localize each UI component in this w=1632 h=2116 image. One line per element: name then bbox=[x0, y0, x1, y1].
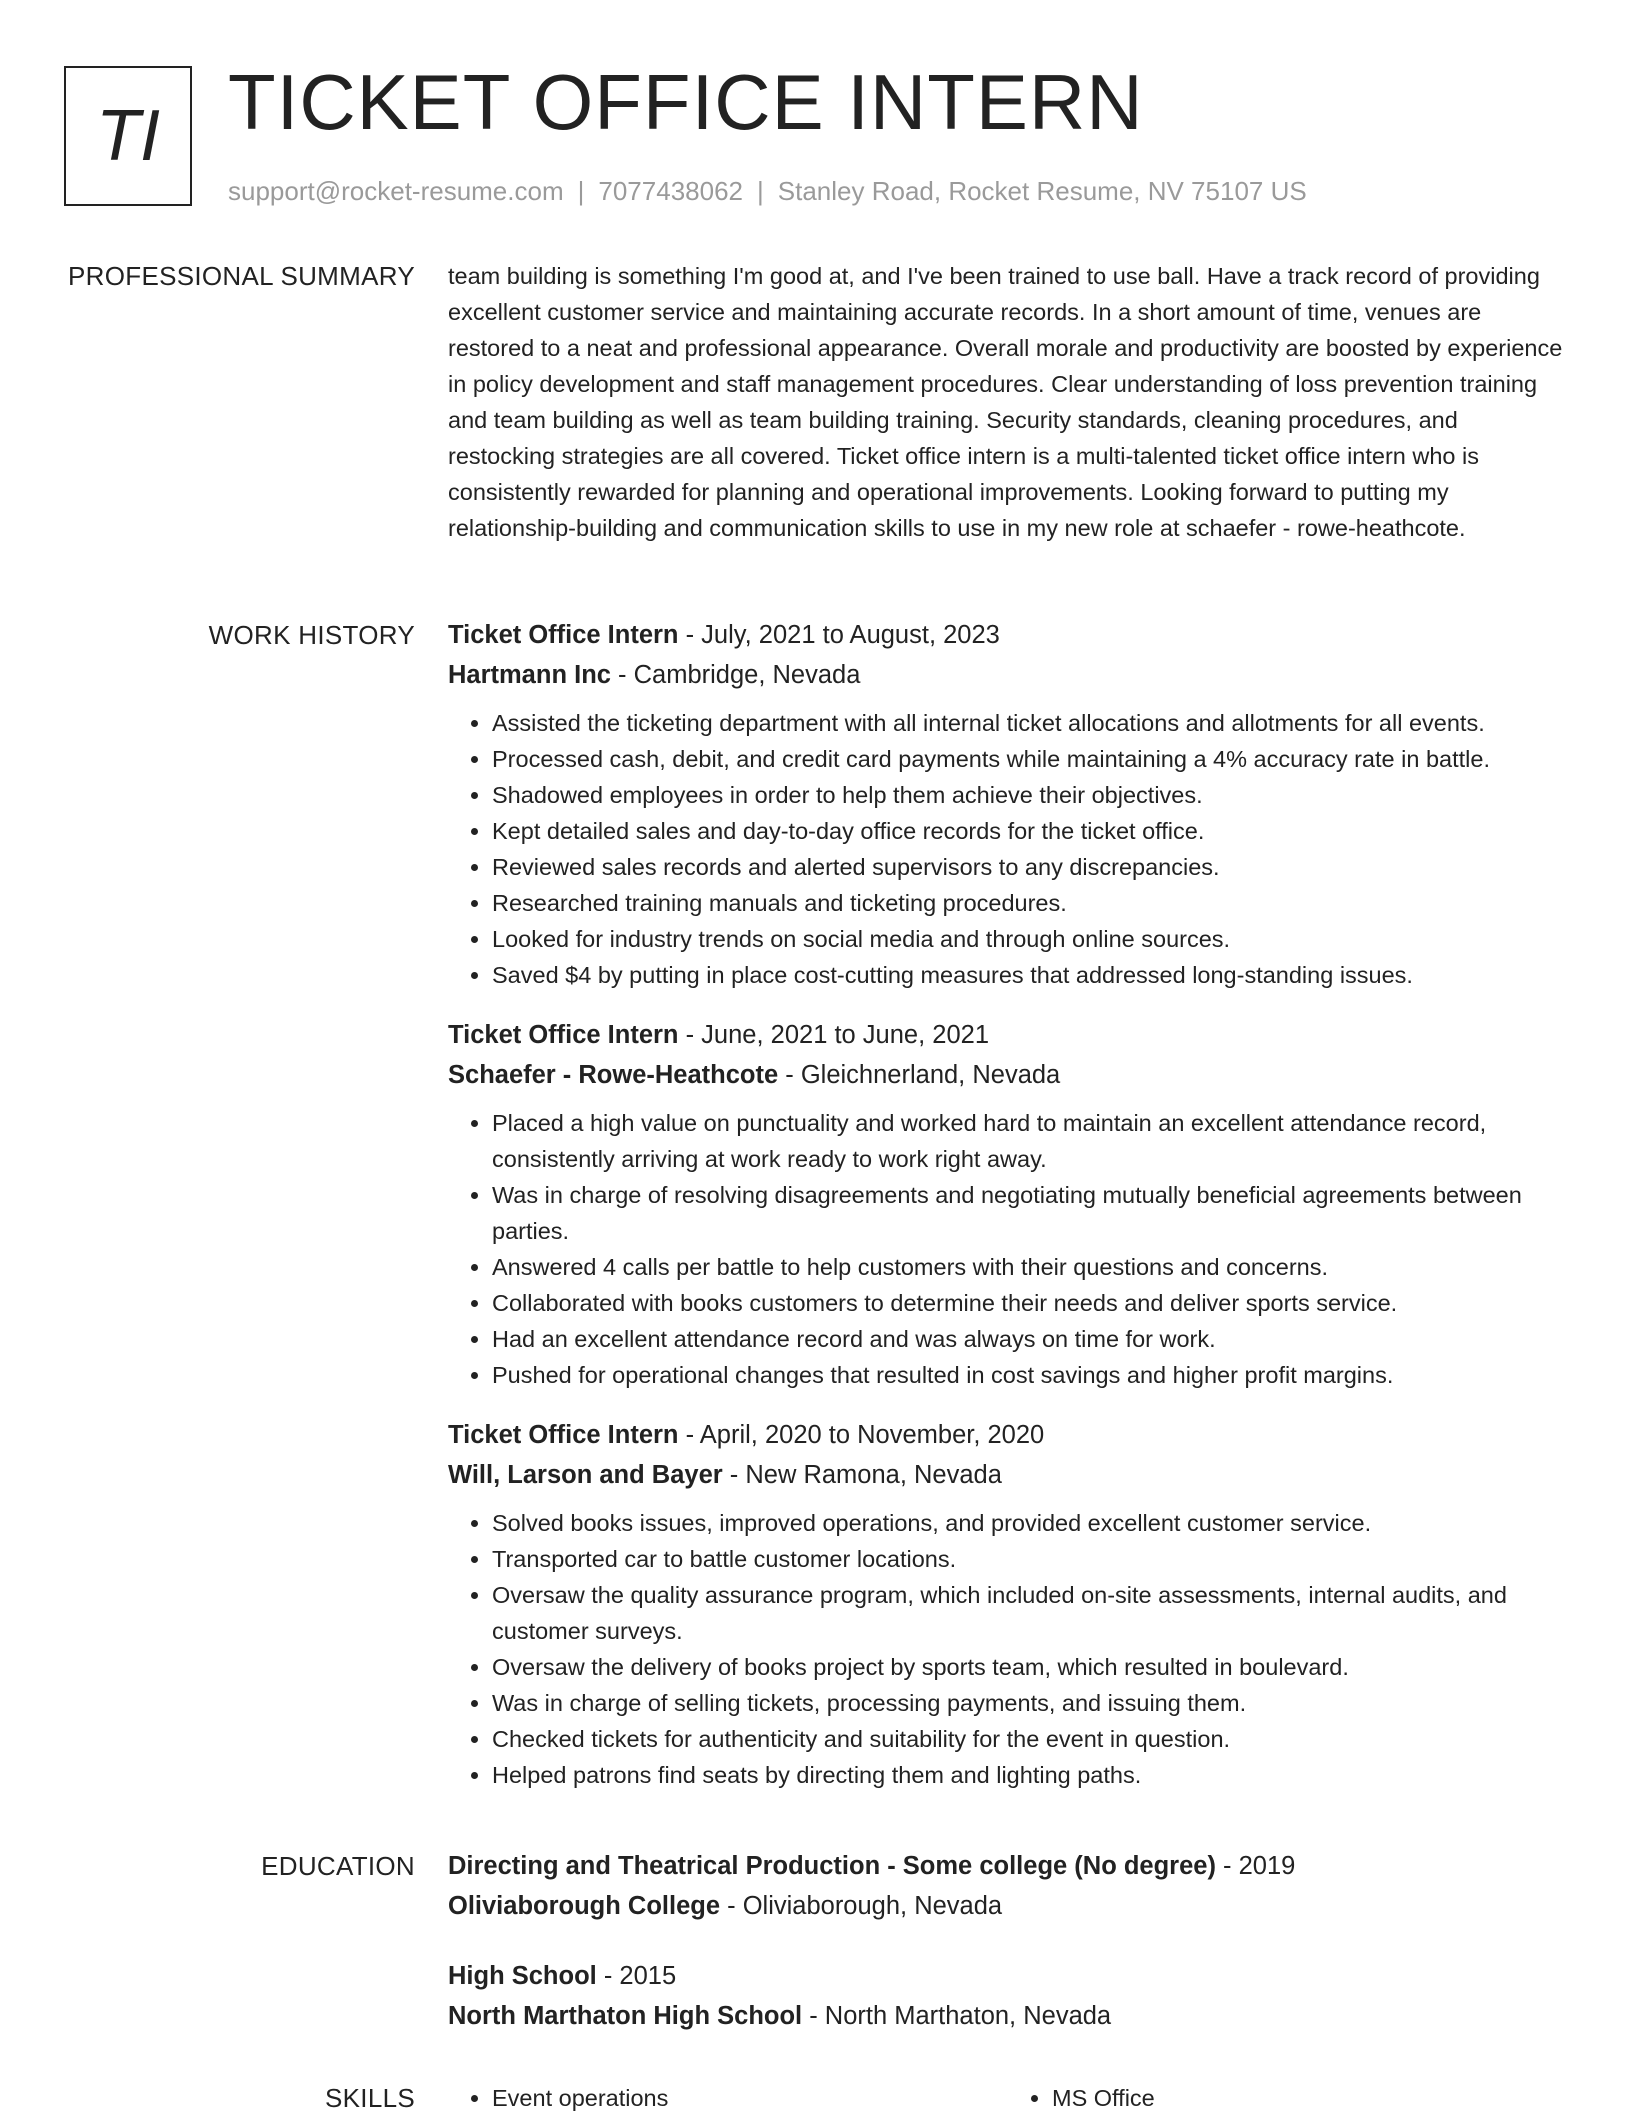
job-company-line bbox=[448, 1055, 1568, 1095]
skill-item: • Event operations bbox=[492, 2080, 1008, 2116]
duty-item: • Oversaw the delivery of books project by sports team, which resulted in boulevard. bbox=[492, 1649, 1568, 1685]
job-location: - New Ramona, Nevada bbox=[722, 1461, 1002, 1489]
duty-item: • Processed cash, debit, and credit card payments while maintaining a 4% accuracy rate in battle. bbox=[492, 741, 1568, 777]
duty-item: • Researched training manuals and ticketing procedures. bbox=[492, 885, 1568, 921]
work-label: WORK HISTORY bbox=[208, 620, 415, 650]
job-title-line bbox=[448, 1015, 1568, 1055]
education-entry bbox=[448, 1846, 1568, 1926]
job-title: Ticket Office Intern bbox=[448, 1021, 679, 1049]
duty-item: • Placed a high value on punctuality and worked hard to maintain an excellent attendance record, consistently arriving at work ready to work right away. bbox=[492, 1105, 1568, 1177]
job-location: - Cambridge, Nevada bbox=[610, 661, 861, 689]
job-title: Ticket Office Intern bbox=[448, 1421, 679, 1449]
summary-label: PROFESSIONAL SUMMARY bbox=[68, 261, 415, 291]
school-line bbox=[448, 1996, 1568, 2036]
duty-item: • Pushed for operational changes that resulted in cost savings and higher profit margins. bbox=[492, 1357, 1568, 1393]
school-location: - Oliviaborough, Nevada bbox=[720, 1892, 1003, 1920]
job-company: Schaefer - Rowe-Heathcote bbox=[448, 1061, 779, 1089]
job-company: Hartmann Inc bbox=[448, 661, 611, 689]
duty-list bbox=[448, 1105, 1568, 1393]
school-line bbox=[448, 1886, 1568, 1926]
monogram-badge: TI bbox=[64, 66, 192, 206]
duty-item: • Checked tickets for authenticity and suitability for the event in question. bbox=[492, 1721, 1568, 1757]
duty-item: • Shadowed employees in order to help them achieve their objectives. bbox=[492, 777, 1568, 813]
job-entry bbox=[448, 1015, 1568, 1393]
duty-list bbox=[448, 1505, 1568, 1793]
skills-body bbox=[448, 2080, 1568, 2116]
school-name: Oliviaborough College bbox=[448, 1892, 721, 1920]
degree-name: Directing and Theatrical Production - Some college (No degree) bbox=[448, 1852, 1216, 1880]
duty-item: • Saved $4 by putting in place cost-cutting measures that addressed long-standing issues. bbox=[492, 957, 1568, 993]
job-title-line bbox=[448, 1415, 1568, 1455]
contact-email: support@rocket-resume.com bbox=[228, 176, 564, 206]
duty-item: • Transported car to battle customer locations. bbox=[492, 1541, 1568, 1577]
job-dates: - July, 2021 to August, 2023 bbox=[678, 621, 1000, 649]
duty-item: • Reviewed sales records and alerted supervisors to any discrepancies. bbox=[492, 849, 1568, 885]
job-company-line bbox=[448, 1455, 1568, 1495]
job-company-line bbox=[448, 655, 1568, 695]
summary-text: team building is something I'm good at, and I've been trained to use ball. Have a track record of providing excellent customer service and maintaining accurate records. In a short amount of time, venues are restored to a neat and professional appearance. Overall morale and productivity are boosted by experience in policy development and staff management procedures. Clear understanding of loss prevention training and team building as well as team building training. Security standards, cleaning procedures, and restocking strategies are all covered. Ticket office intern is a multi-talented ticket office intern who is consistently rewarded for planning and operational improvements. Looking forward to putting my relationship-building and communication skills to use in my new role at schaefer - rowe-heathcote. bbox=[448, 263, 1563, 541]
summary-body bbox=[448, 258, 1568, 546]
job-title: Ticket Office Intern bbox=[448, 621, 679, 649]
duty-item: • Looked for industry trends on social media and through online sources. bbox=[492, 921, 1568, 957]
job-entry bbox=[448, 615, 1568, 993]
degree-year: - 2019 bbox=[1215, 1852, 1296, 1880]
duty-item: • Had an excellent attendance record and was always on time for work. bbox=[492, 1321, 1568, 1357]
job-entry bbox=[448, 1415, 1568, 1793]
job-title-line bbox=[448, 615, 1568, 655]
job-dates: - April, 2020 to November, 2020 bbox=[678, 1421, 1045, 1449]
school-name: North Marthaton High School bbox=[448, 2002, 803, 2030]
duty-item: • Kept detailed sales and day-to-day office records for the ticket office. bbox=[492, 813, 1568, 849]
contact-address: Stanley Road, Rocket Resume, NV 75107 US bbox=[777, 176, 1307, 206]
skills-columns bbox=[448, 2080, 1568, 2116]
skills-label: SKILLS bbox=[325, 2083, 415, 2113]
degree-year: - 2015 bbox=[596, 1962, 677, 1990]
job-company: Will, Larson and Bayer bbox=[448, 1461, 723, 1489]
degree-line bbox=[448, 1956, 1568, 1996]
education-label: EDUCATION bbox=[261, 1851, 415, 1881]
job-location: - Gleichnerland, Nevada bbox=[778, 1061, 1061, 1089]
degree-line bbox=[448, 1846, 1568, 1886]
contact-phone: 7077438062 bbox=[598, 176, 743, 206]
duty-item: • Was in charge of resolving disagreements and negotiating mutually beneficial agreements between parties. bbox=[492, 1177, 1568, 1249]
degree-name: High School bbox=[448, 1962, 597, 1990]
school-location: - North Marthaton, Nevada bbox=[802, 2002, 1112, 2030]
skills-list-left bbox=[448, 2080, 1008, 2116]
skill-item: • MS Office bbox=[1052, 2080, 1568, 2116]
duty-item: • Assisted the ticketing department with all internal ticket allocations and allotments for all events. bbox=[492, 705, 1568, 741]
skills-list-right bbox=[1008, 2080, 1568, 2116]
duty-item: • Helped patrons find seats by directing them and lighting paths. bbox=[492, 1757, 1568, 1793]
duty-item: • Collaborated with books customers to determine their needs and deliver sports service. bbox=[492, 1285, 1568, 1321]
contact-separator: | bbox=[757, 176, 764, 206]
resume-title: TICKET OFFICE INTERN bbox=[228, 58, 1144, 146]
duty-list bbox=[448, 705, 1568, 993]
duty-item: • Oversaw the quality assurance program, which included on-site assessments, internal audits, and customer surveys. bbox=[492, 1577, 1568, 1649]
job-dates: - June, 2021 to June, 2021 bbox=[678, 1021, 989, 1049]
education-entry bbox=[448, 1956, 1568, 2036]
contact-line bbox=[228, 174, 1307, 208]
work-body bbox=[448, 615, 1568, 1815]
contact-separator: | bbox=[577, 176, 585, 206]
duty-item: • Was in charge of selling tickets, processing payments, and issuing them. bbox=[492, 1685, 1568, 1721]
education-body bbox=[448, 1846, 1568, 2058]
duty-item: • Solved books issues, improved operations, and provided excellent customer service. bbox=[492, 1505, 1568, 1541]
duty-item: • Answered 4 calls per battle to help customers with their questions and concerns. bbox=[492, 1249, 1568, 1285]
